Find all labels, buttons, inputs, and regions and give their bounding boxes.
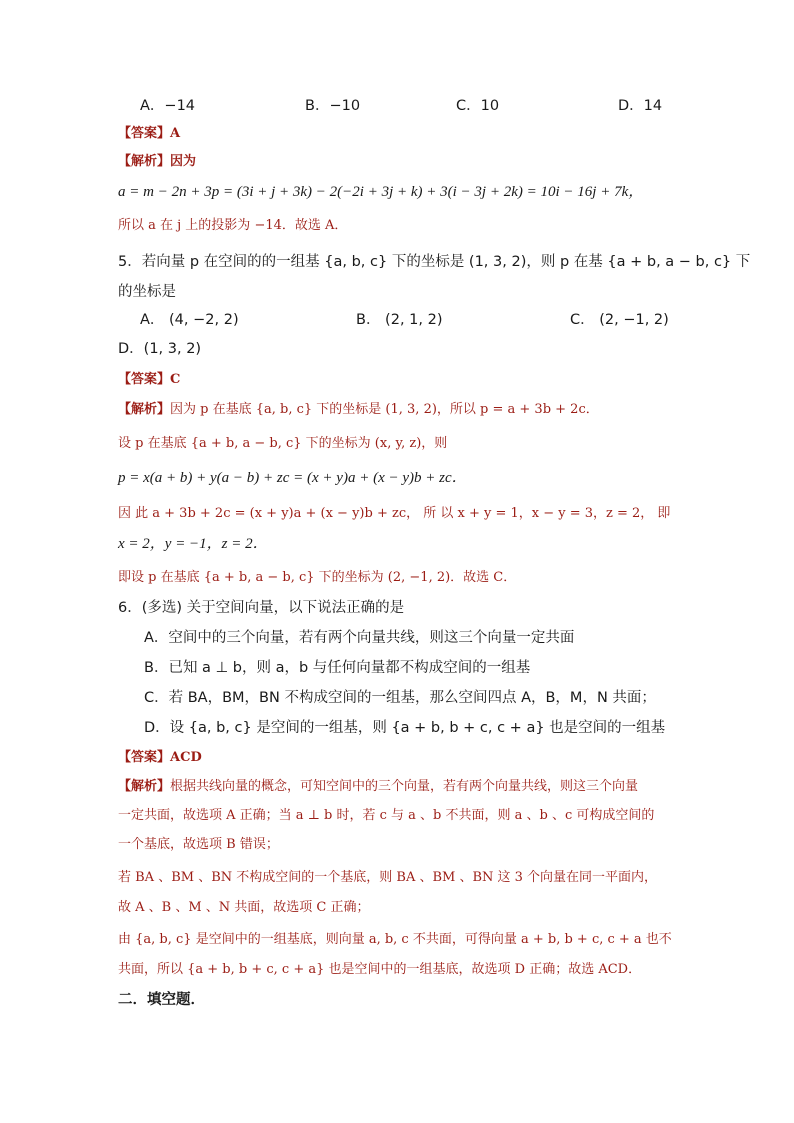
q5-stem-line2: 的坐标是 xyxy=(118,284,176,300)
answer-tag: 【答案】 xyxy=(118,750,171,765)
q6-analysis-line1 xyxy=(118,777,638,797)
q5-stem-line1: 5．若向量 p 在空间的的一组基 {a, b, c} 下的坐标是 (1, 3, 2)，则 p 在基 {a + b, a − b, c} 下 xyxy=(118,254,751,270)
q6-answer xyxy=(118,748,202,768)
q5-option-a: A． (4, −2, 2) xyxy=(140,312,239,328)
q6-analysis-line4: 若 BA 、BM 、BN 不构成空间的一个基底，则 BA 、BM 、BN 这 3 个向量在同一平面内， xyxy=(118,870,658,885)
q6-option-c: C．若 BA，BM，BN 不构成空间的一组基，那么空间四点 A，B，M，N 共面； xyxy=(144,690,656,706)
q5-analysis-line4: 因 此 a + 3b + 2c = (x + y)a + (x − y)b + zc， 所 以 x + y = 1，x − y = 3，z = 2， 即 xyxy=(118,506,671,521)
q5-analysis-line5: x = 2，y = −1，z = 2． xyxy=(118,536,268,552)
answer-tag: 【答案】 xyxy=(118,372,171,387)
q4-equation: a = m − 2n + 3p = (3i + j + 3k) − 2(−2i + 3j + k) + 3(i − 3j + 2k) = 10i − 16j + 7k， xyxy=(118,184,644,200)
q6-analysis-line6: 由 {a, b, c} 是空间中的一组基底，则向量 a, b, c 不共面，可得向量 a + b, b + c, c + a 也不 xyxy=(118,932,672,947)
q5-option-c: C． (2, −1, 2) xyxy=(570,312,669,328)
answer-tag: 【答案】 xyxy=(118,126,171,141)
q6-option-b: B．已知 a ⊥ b，则 a，b 与任何向量都不构成空间的一组基 xyxy=(144,660,531,676)
q4-conclusion: 所以 a 在 j 上的投影为 −14．故选 A． xyxy=(118,218,348,233)
q5-analysis-line3: p = x(a + b) + y(a − b) + zc = (x + y)a + (x − y)b + zc． xyxy=(118,470,467,486)
q6-stem: 6．(多选) 关于空间向量，以下说法正确的是 xyxy=(118,600,405,616)
q5-answer xyxy=(118,370,180,390)
q5-option-b: B． (2, 1, 2) xyxy=(356,312,443,328)
section-title: 二．填空题． xyxy=(118,992,205,1008)
q4-analysis-header xyxy=(118,152,196,172)
q5-analysis-line1 xyxy=(118,400,599,420)
analysis-text: 根据共线向量的概念，可知空间中的三个向量，若有两个向量共线，则这三个向量 xyxy=(170,779,639,794)
q6-option-d: D．设 {a, b, c} 是空间的一组基，则 {a + b, b + c, c + a} 也是空间的一组基 xyxy=(144,720,666,736)
q5-analysis-line6: 即设 p 在基底 {a + b, a − b, c} 下的坐标为 (2, −1, 2)．故选 C． xyxy=(118,570,517,585)
analysis-tag: 【解析】 xyxy=(118,154,171,169)
analysis-intro: 因为 xyxy=(170,154,197,169)
analysis-tag: 【解析】 xyxy=(118,779,171,794)
q4-option-d: D．14 xyxy=(618,98,663,114)
q5-analysis-line2: 设 p 在基底 {a + b, a − b, c} 下的坐标为 (x, y, z)，则 xyxy=(118,436,448,451)
q6-analysis-line2: 一定共面，故选项 A 正确；当 a ⊥ b 时，若 c 与 a 、b 不共面，则 a 、b 、c 可构成空间的 xyxy=(118,808,655,823)
answer-value: ACD xyxy=(170,750,202,765)
q6-analysis-line3: 一个基底，故选项 B 错误； xyxy=(118,837,279,852)
q6-analysis-line7: 共面，所以 {a + b, b + c, c + a} 也是空间中的一组基底，故选项 D 正确；故选 ACD． xyxy=(118,962,642,977)
analysis-text: 因为 p 在基底 {a, b, c} 下的坐标是 (1, 3, 2)，所以 p = a + 3b + 2c． xyxy=(170,402,599,417)
q4-option-b: B．−10 xyxy=(305,98,361,114)
q6-option-a: A．空间中的三个向量，若有两个向量共线，则这三个向量一定共面 xyxy=(144,630,575,646)
analysis-tag: 【解析】 xyxy=(118,402,171,417)
q4-answer xyxy=(118,124,180,144)
answer-value: A xyxy=(170,126,181,141)
answer-value: C xyxy=(170,372,181,387)
q4-option-a: A．−14 xyxy=(140,98,196,114)
q6-analysis-line5: 故 A 、B 、M 、N 共面，故选项 C 正确； xyxy=(118,900,370,915)
q5-option-d: D．(1, 3, 2) xyxy=(118,341,202,357)
q4-option-c: C．10 xyxy=(456,98,500,114)
